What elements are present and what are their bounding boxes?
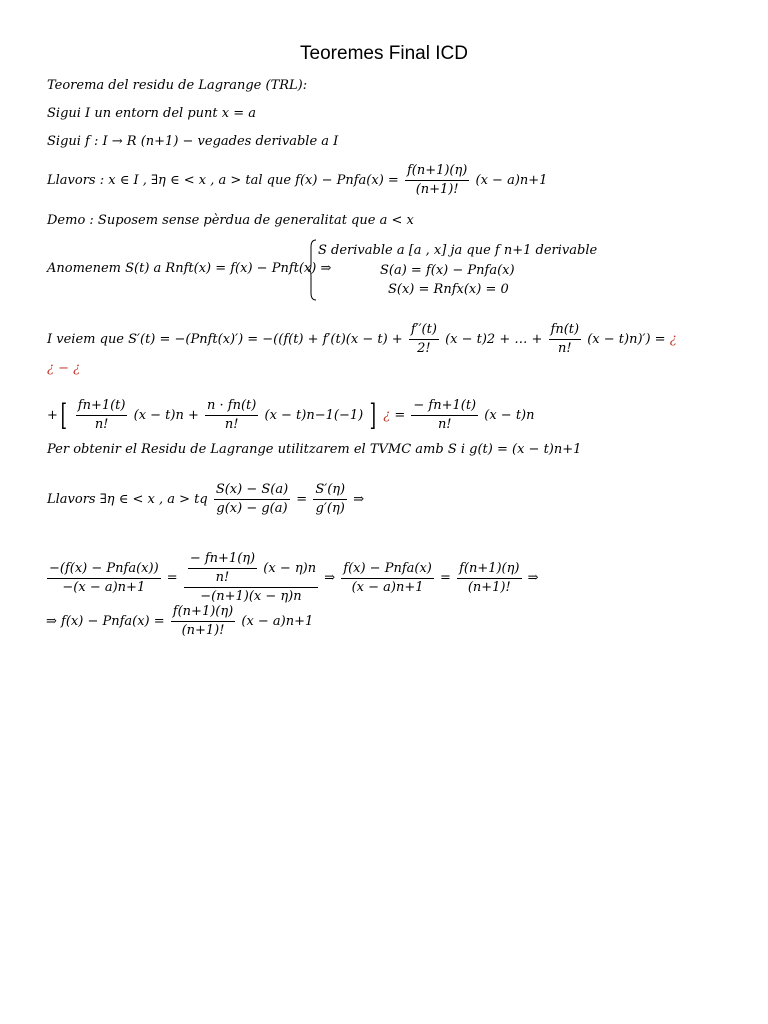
demo-line [47,213,414,229]
veiem-fraction-1 [409,322,439,357]
tvmc-fraction-1 [214,482,290,517]
sum-fraction-1-denominator: n! [94,417,109,432]
tvmc-fraction-2-denominator: g′(η) [315,501,345,516]
final-fraction [171,604,235,639]
veiem-fraction-1-numerator: f′′(t) [409,322,439,340]
chain-fraction-3-denominator: (x − a)n+1 [351,579,424,595]
red-line [47,361,80,377]
chain-fraction-2-numerator [184,551,318,588]
tvmc-implies: ⇒ [353,492,365,507]
sum-left-bracket: [ [60,397,67,433]
chain-implies-2: ⇒ [527,570,539,586]
chain-fraction-2 [184,551,318,605]
sum-red-mark: ¿ [383,408,391,423]
sum-part-2: (x − t)n−1(−1) [264,408,364,423]
sum-plus: + [47,408,58,423]
sum-line [47,398,535,433]
veiem-tail: (x − t)n)′) = [587,332,666,347]
hypothesis-1 [47,106,256,122]
chain-inner-fraction [188,551,257,586]
residu-text: Per obtenir el Residu de Lagrange utilitzarem el TVMC amb S i g(t) = (x − t)n+1 [47,442,582,457]
anomenem-lead: Anomenem S(t) a Rnft(x) = f(x) − Pnft(x) ⇒ [47,261,332,276]
hypothesis-2-text: Sigui f : I → R (n+1) − vegades derivable a I [47,134,339,149]
sum-equals: = [394,408,406,423]
tvmc-equals: = [296,492,308,507]
tvmc-fraction-1-denominator: g(x) − g(a) [216,501,288,516]
statement-lead: Llavors : x ∈ I , ∃η ∈ < x , a > tal que f(x) − Pnfa(x) = [47,173,399,188]
chain-equals-1: = [166,570,178,586]
chain-inner-numerator: − fn+1(η) [188,551,257,569]
anomenem-line [47,261,331,277]
statement-fraction-numerator: f(n+1)(η) [405,163,469,181]
chain-fraction-4 [457,561,521,596]
statement-fraction [405,163,469,198]
veiem-fraction-2 [549,322,582,357]
veiem-lead: I veiem que S′(t) = −(Pnft(x)′) = −((f(t) + f′(t)(x − t) + [47,332,403,347]
sum-fraction-1 [76,398,128,433]
veiem-mid: (x − t)2 + … + [445,332,543,347]
tvmc-fraction-1-numerator: S(x) − S(a) [214,482,290,500]
hypothesis-1-text: Sigui I un entorn del punt x = a [47,106,256,121]
veiem-fraction-2-numerator: fn(t) [549,322,582,340]
sum-right-bracket: ] [369,397,377,433]
sum-part-1: (x − t)n + [133,408,199,423]
case-2: S(a) = f(x) − Pnfa(x) [380,263,515,278]
red-line-text: ¿ − ¿ [47,361,81,376]
chain-inner-tail: (x − η)n [263,561,317,576]
final-fraction-denominator: (n+1)! [181,623,225,638]
cases-brace [309,239,317,301]
sum-fraction-3-numerator: − fn+1(t) [411,398,478,416]
sum-fraction-2-numerator: n · fn(t) [205,398,258,416]
sum-fraction-3-denominator: n! [437,417,452,432]
chain-fraction-1-numerator: −(f(x) − Pnfa(x)) [47,561,161,579]
chain-fraction-3 [341,561,434,596]
sum-fraction-2 [205,398,258,433]
final-lead: ⇒ f(x) − Pnfa(x) = [46,614,165,629]
chain-line [45,551,539,605]
tvmc-fraction-2 [313,482,347,517]
chain-fraction-4-numerator: f(n+1)(η) [457,561,521,579]
theorem-heading [47,78,307,94]
final-fraction-numerator: f(n+1)(η) [171,604,235,622]
statement-tail: (x − a)n+1 [475,173,548,188]
tvmc-lead: Llavors ∃η ∈ < x , a > tq [47,492,208,507]
chain-fraction-3-numerator: f(x) − Pnfa(x) [341,561,434,579]
veiem-fraction-2-denominator: n! [557,341,572,356]
statement-fraction-denominator: (n+1)! [415,182,459,197]
theorem-heading-text: Teorema del residu de Lagrange (TRL): [47,78,308,93]
veiem-line [47,322,677,357]
chain-fraction-2-denominator: −(n+1)(x − η)n [200,589,302,604]
hypothesis-2 [47,134,338,150]
sum-fraction-3 [411,398,478,433]
demo-text: Demo : Suposem sense pèrdua de generalitat que a < x [47,213,414,228]
page-title: Teoremes Final ICD [300,43,468,64]
tvmc-line [47,482,364,517]
chain-equals-2: = [440,570,451,586]
case-1: S derivable a [a , x] ja que f n+1 derivable [318,243,598,258]
sum-fraction-2-denominator: n! [224,417,239,432]
sum-part-3: (x − t)n [484,408,535,423]
chain-fraction-1-denominator: −(x − a)n+1 [62,579,146,595]
final-line [46,604,313,639]
residu-line [47,442,581,458]
chain-fraction-1 [47,561,161,596]
chain-inner-denominator: n! [215,570,230,585]
veiem-fraction-1-denominator: 2! [417,341,431,356]
tvmc-fraction-2-numerator: S′(η) [313,482,347,500]
case-3: S(x) = Rnfx(x) = 0 [388,282,509,297]
final-tail: (x − a)n+1 [241,614,314,629]
veiem-red-mark: ¿ [669,332,677,347]
theorem-statement [47,163,547,198]
chain-implies-1: ⇒ [324,570,336,586]
chain-fraction-4-denominator: (n+1)! [467,579,511,595]
sum-fraction-1-numerator: fn+1(t) [76,398,128,416]
